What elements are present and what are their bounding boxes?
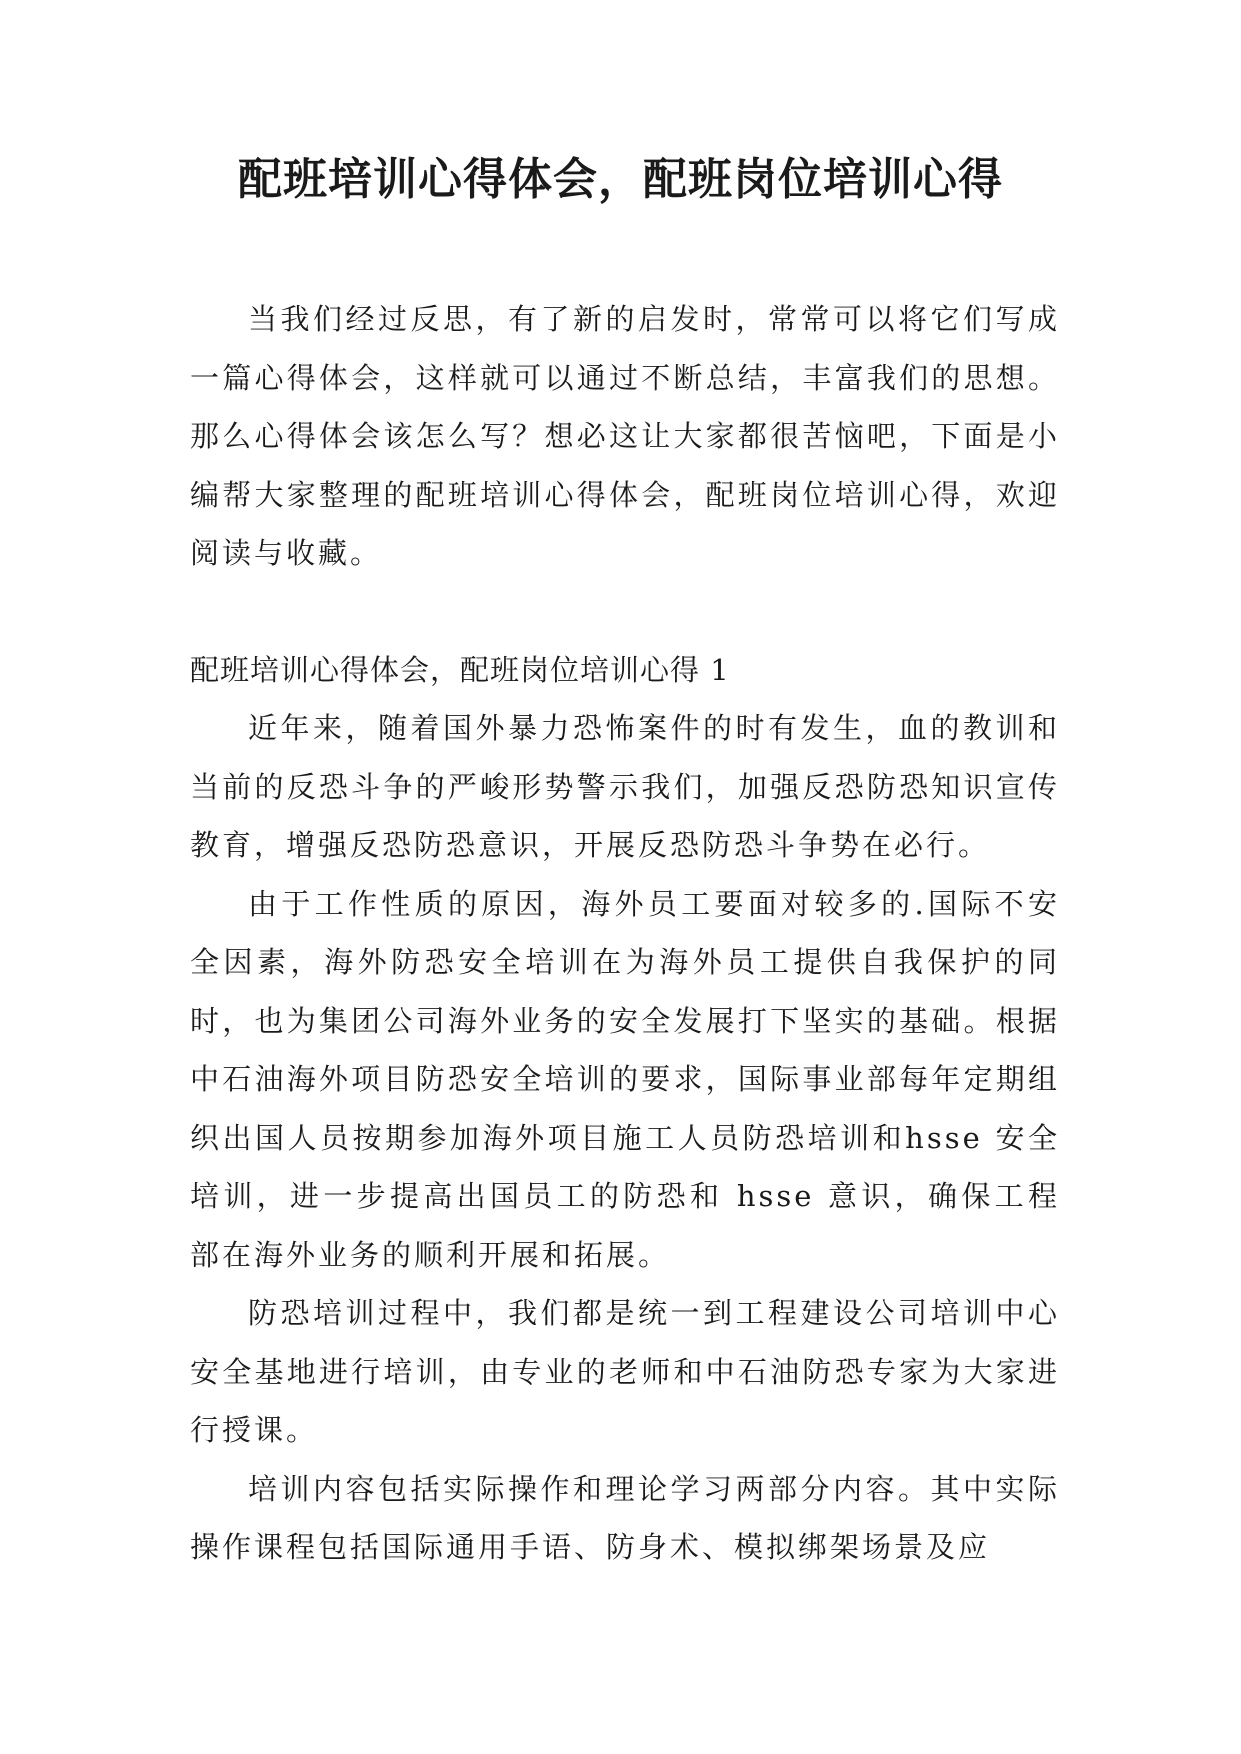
document-title: 配班培训心得体会，配班岗位培训心得 [238, 154, 1003, 205]
body-paragraph: 由于工作性质的原因，海外员工要面对较多的.国际不安全因素，海外防恐安全培训在为海外员工提供自我保护的同时，也为集团公司海外业务的安全发展打下坚实的基础。根据中石油海外项目防恐安全培训的要求，国际事业部每年定期组织出国人员按期参加海外项目施工人员防恐培训和hsse 安全培训，进一步提高出国员工的防恐和 hsse 意识，确保工程部在海外业务的顺利开展和拓展。 [190, 886, 1060, 1272]
body-paragraph: 近年来，随着国外暴力恐怖案件的时有发生，血的教训和当前的反恐斗争的严峻形势警示我们，加强反恐防恐知识宣传教育，增强反恐防恐意识，开展反恐防恐斗争势在必行。 [190, 711, 1060, 862]
body-paragraph: 防恐培训过程中，我们都是统一到工程建设公司培训中心安全基地进行培训，由专业的老师和中石油防恐专家为大家进行授课。 [190, 1296, 1060, 1447]
intro-paragraph: 当我们经过反思，有了新的启发时，常常可以将它们写成一篇心得体会，这样就可以通过不断总结，丰富我们的思想。那么心得体会该怎么写？想必这让大家都很苦恼吧，下面是小编帮大家整理的配班培训心得体会，配班岗位培训心得，欢迎阅读与收藏。 [190, 302, 1060, 570]
document-body [190, 290, 1060, 1577]
body-paragraph: 培训内容包括实际操作和理论学习两部分内容。其中实际操作课程包括国际通用手语、防身术、模拟绑架场景及应 [190, 1471, 1060, 1564]
section-heading: 配班培训心得体会，配班岗位培训心得 1 [190, 652, 730, 687]
